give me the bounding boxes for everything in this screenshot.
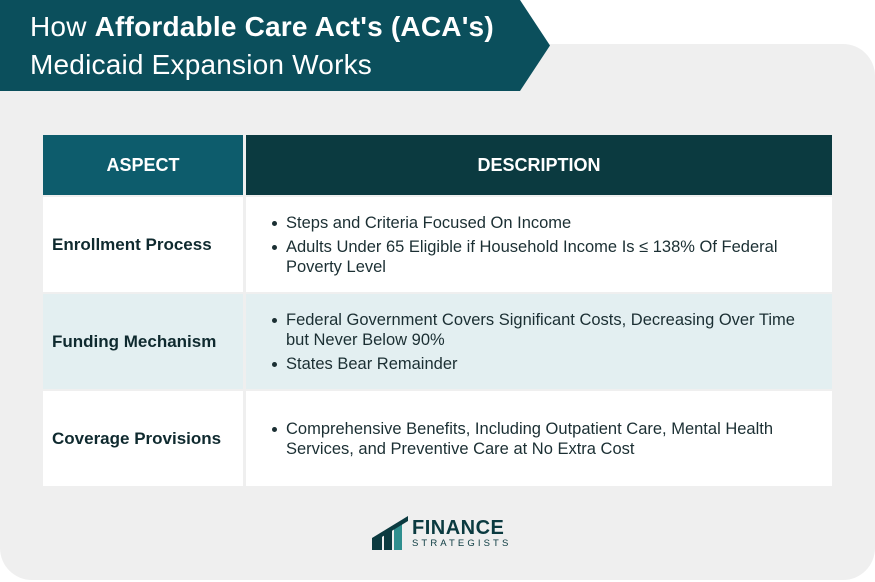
table-row: [43, 391, 832, 486]
row-aspect: Coverage Provisions: [43, 391, 243, 486]
list-item: Comprehensive Benefits, Including Outpatient Care, Mental Health Services, and Preventive Care at No Extra Cost: [270, 419, 816, 459]
table-row: [43, 294, 832, 389]
title-banner: [0, 0, 550, 91]
table-header-row: [43, 135, 832, 195]
row-description: [246, 391, 832, 486]
list-item: Adults Under 65 Eligible if Household Income Is ≤ 138% Of Federal Poverty Level: [270, 237, 816, 277]
logo-sub-text: STRATEGISTS: [412, 537, 512, 549]
aca-table: [43, 135, 832, 486]
row-aspect: Enrollment Process: [43, 197, 243, 292]
logo-main-text: FINANCE: [412, 516, 505, 539]
header-description: DESCRIPTION: [246, 135, 832, 195]
table-row: [43, 197, 832, 292]
finance-strategists-logo-icon: [372, 516, 408, 550]
list-item: States Bear Remainder: [270, 354, 816, 374]
page-title: How Affordable Care Act's (ACA's) Medicaid Expansion Works: [30, 11, 494, 80]
list-item: Steps and Criteria Focused On Income: [270, 213, 816, 233]
header-aspect: ASPECT: [43, 135, 243, 195]
row-description: [246, 197, 832, 292]
row-aspect: Funding Mechanism: [43, 294, 243, 389]
row-description: [246, 294, 832, 389]
finance-strategists-logo: [372, 516, 511, 550]
list-item: Federal Government Covers Significant Costs, Decreasing Over Time but Never Below 90%: [270, 310, 816, 350]
